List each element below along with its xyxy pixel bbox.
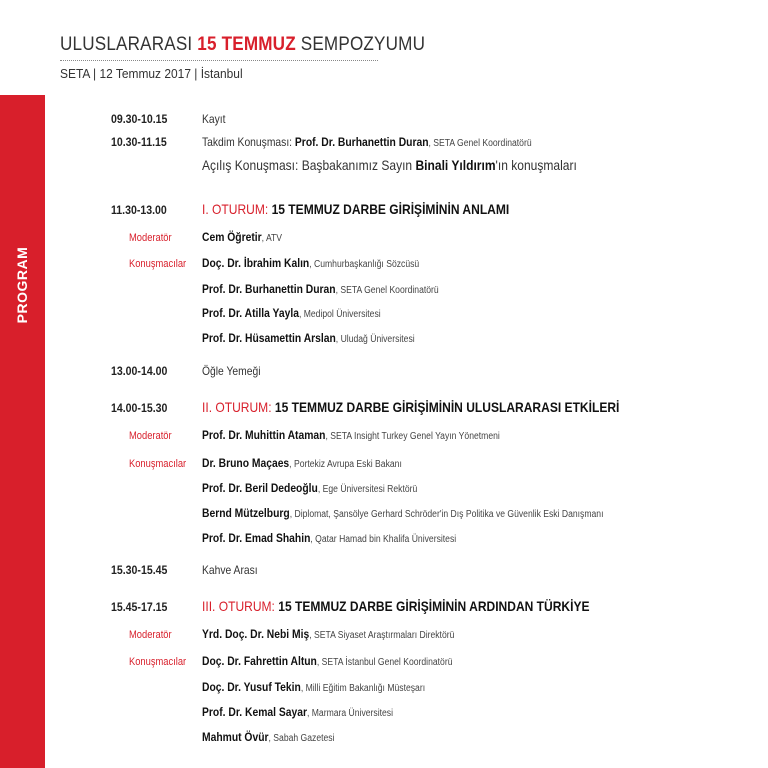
speaker: Bernd Mützelburg, Diplomat, Şansölye Gerhard Schröder'in Dış Politika ve Güvenlik Eski Danışmanı bbox=[202, 506, 604, 520]
time-slot: 11.30-13.00 bbox=[111, 203, 167, 217]
sidebar-band bbox=[0, 95, 45, 768]
speaker: Dr. Bruno Maçaes, Portekiz Avrupa Eski Bakanı bbox=[202, 456, 402, 470]
time-slot: 10.30-11.15 bbox=[111, 135, 167, 149]
title-prefix: ULUSLARARASI bbox=[60, 34, 198, 55]
title-divider bbox=[60, 60, 378, 61]
speaker: Prof. Dr. Emad Shahin, Qatar Hamad bin Khalifa Üniversitesi bbox=[202, 531, 457, 545]
moderator: Yrd. Doç. Dr. Nebi Miş, SETA Siyaset Araştırmaları Direktörü bbox=[202, 627, 455, 641]
moderator-label: Moderatör bbox=[129, 430, 172, 442]
session-coffee: Kahve Arası bbox=[202, 563, 258, 577]
speaker: Prof. Dr. Burhanettin Duran, SETA Genel Koordinatörü bbox=[202, 282, 439, 296]
moderator-label: Moderatör bbox=[129, 232, 172, 244]
speakers-label: Konuşmacılar bbox=[129, 258, 187, 270]
takdim-speech: Takdim Konuşması: Prof. Dr. Burhanettin Duran, SETA Genel Koordinatörü bbox=[202, 135, 532, 149]
page-title bbox=[60, 34, 425, 56]
time-slot: 15.30-15.45 bbox=[111, 563, 168, 577]
session-kayit: Kayıt bbox=[202, 112, 226, 126]
speaker: Mahmut Övür, Sabah Gazetesi bbox=[202, 730, 335, 744]
title-suffix: SEMPOZYUMU bbox=[295, 34, 426, 55]
session-title: I. OTURUM: 15 TEMMUZ DARBE GİRİŞİMİNİN ANLAMI bbox=[202, 201, 510, 217]
time-slot: 14.00-15.30 bbox=[111, 401, 168, 415]
speaker: Prof. Dr. Atilla Yayla, Medipol Üniversitesi bbox=[202, 306, 381, 320]
session-lunch: Öğle Yemeği bbox=[202, 364, 261, 378]
speaker: Prof. Dr. Kemal Sayar, Marmara Üniversitesi bbox=[202, 705, 394, 719]
moderator: Prof. Dr. Muhittin Ataman, SETA Insight Turkey Genel Yayın Yönetmeni bbox=[202, 428, 500, 442]
time-slot: 15.45-17.15 bbox=[111, 600, 168, 614]
speaker: Prof. Dr. Hüsamettin Arslan, Uludağ Üniversitesi bbox=[202, 331, 415, 345]
title-accent: 15 TEMMUZ bbox=[197, 34, 296, 55]
event-subtitle: SETA | 12 Temmuz 2017 | İstanbul bbox=[60, 66, 243, 81]
speaker: Prof. Dr. Beril Dedeoğlu, Ege Üniversitesi Rektörü bbox=[202, 481, 418, 495]
speakers-label: Konuşmacılar bbox=[129, 656, 187, 668]
moderator: Cem Öğretir, ATV bbox=[202, 230, 283, 244]
sidebar-label: PROGRAM bbox=[14, 246, 30, 324]
session-title: II. OTURUM: 15 TEMMUZ DARBE GİRİŞİMİNİN ULUSLARARASI ETKİLERİ bbox=[202, 399, 620, 415]
speaker: Doç. Dr. Fahrettin Altun, SETA İstanbul Genel Koordinatörü bbox=[202, 654, 453, 668]
speaker: Doç. Dr. Yusuf Tekin, Milli Eğitim Bakanlığı Müsteşarı bbox=[202, 680, 426, 694]
session-title: III. OTURUM: 15 TEMMUZ DARBE GİRİŞİMİNİN ARDINDAN TÜRKİYE bbox=[202, 598, 590, 614]
acilis-speech: Açılış Konuşması: Başbakanımız Sayın Binali Yıldırım'ın konuşmaları bbox=[202, 157, 577, 173]
time-slot: 13.00-14.00 bbox=[111, 364, 168, 378]
time-slot: 09.30-10.15 bbox=[111, 112, 168, 126]
moderator-label: Moderatör bbox=[129, 629, 172, 641]
speaker: Doç. Dr. İbrahim Kalın, Cumhurbaşkanlığı Sözcüsü bbox=[202, 256, 420, 270]
speakers-label: Konuşmacılar bbox=[129, 458, 187, 470]
